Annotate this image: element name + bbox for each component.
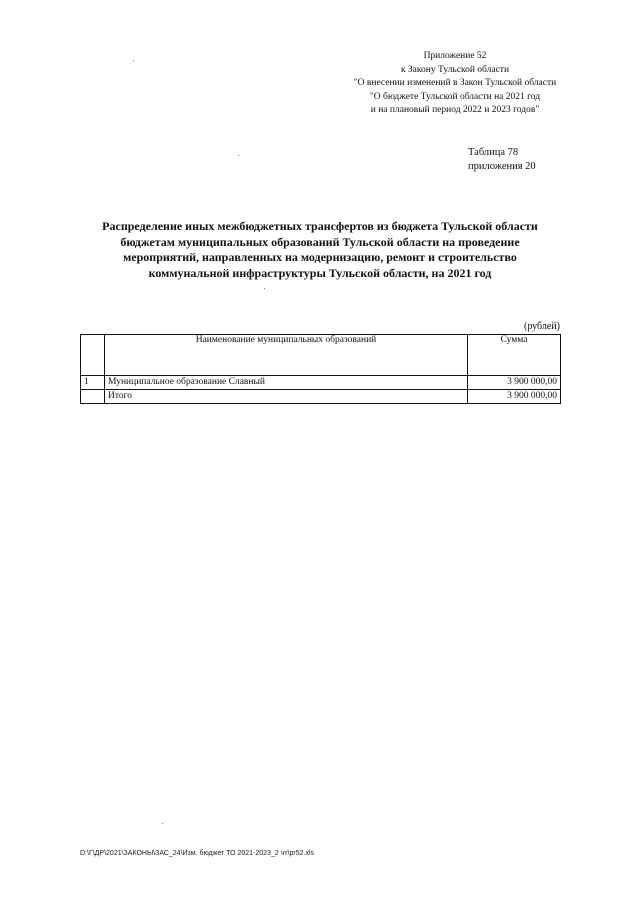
header-line: к Закону Тульской области bbox=[400, 64, 510, 75]
unit-label: (рублей) bbox=[523, 321, 560, 332]
document-title bbox=[80, 219, 560, 281]
title-line: бюджетам муниципальных образований Тульской области на проведение bbox=[120, 234, 520, 249]
table-number: Таблица 78 bbox=[468, 147, 519, 158]
scan-speck bbox=[162, 823, 163, 824]
column-header-name: Наименование муниципальных образований bbox=[105, 335, 468, 376]
table-row bbox=[81, 376, 561, 390]
column-header-sum: Сумма bbox=[468, 335, 561, 376]
header-line: "О внесении изменений в Закон Тульской области bbox=[353, 78, 557, 88]
title-line: коммунальной инфраструктуры Тульской области, на 2021 год bbox=[148, 265, 492, 280]
column-header-number bbox=[81, 335, 105, 376]
file-path-footer: D:\Г\ДР\2021\ЗАКОНЫ\ЗАС_24\Изм. бюджет ТО 2021-2023_2 чт\pr52.xls bbox=[80, 850, 315, 857]
row-sum: 3 900 000,00 bbox=[468, 376, 561, 390]
title-line: Распределение иных межбюджетных трансфертов из бюджета Тульской области bbox=[102, 219, 538, 233]
header-line: Приложение 52 bbox=[423, 51, 487, 61]
transfers-table bbox=[80, 334, 561, 404]
table-reference bbox=[440, 146, 560, 174]
scan-speck bbox=[133, 60, 134, 61]
header-line: "О бюджете Тульской области на 2021 год bbox=[369, 91, 541, 102]
appendix-reference: приложения 20 bbox=[468, 161, 536, 172]
row-name: Муниципальное образование Славный bbox=[105, 376, 468, 390]
row-number bbox=[81, 390, 105, 404]
scan-speck bbox=[264, 288, 265, 289]
appendix-header bbox=[330, 50, 580, 118]
title-line: мероприятий, направленных на модернизацию, ремонт и строительство bbox=[123, 250, 517, 264]
table-header-row bbox=[81, 335, 561, 376]
row-sum: 3 900 000,00 bbox=[468, 390, 561, 404]
row-name: Итого bbox=[105, 390, 468, 404]
total-row bbox=[81, 390, 561, 404]
row-number: 1 bbox=[81, 376, 105, 390]
scan-speck bbox=[238, 155, 239, 156]
header-line: и на плановый период 2022 и 2023 годов" bbox=[370, 105, 540, 115]
